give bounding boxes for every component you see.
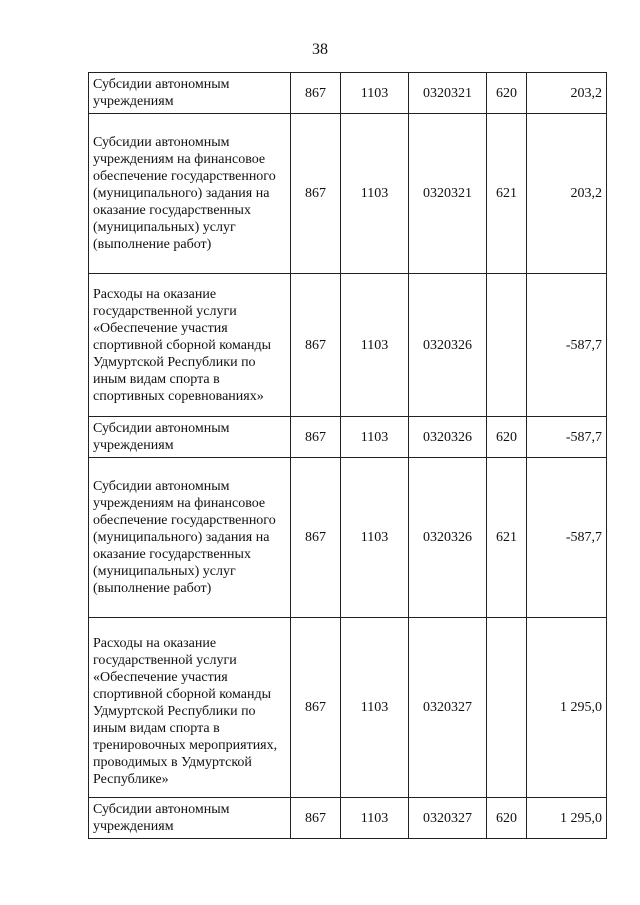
row-csr: 0320327	[409, 798, 487, 839]
row-csr: 0320321	[409, 114, 487, 274]
row-name: Расходы на оказание государственной услуги «Обеспечение участия спортивной сборной команды Удмуртской Республики по иным видам спорта в тренировочных мероприятиях, проводимых в Удмуртской Республике»	[89, 618, 291, 798]
row-name: Субсидии автономным учреждениям	[89, 73, 291, 114]
row-vr: 620	[487, 73, 527, 114]
row-name: Расходы на оказание государственной услуги «Обеспечение участия спортивной сборной команды Удмуртской Республики по иным видам спорта в спортивных соревнованиях»	[89, 274, 291, 417]
row-ved: 867	[291, 73, 341, 114]
row-vr	[487, 618, 527, 798]
row-name: Субсидии автономным учреждениям на финансовое обеспечение государственного (муниципального) задания на оказание государственных (муниципальных) услуг (выполнение работ)	[89, 458, 291, 618]
table-row	[89, 798, 607, 839]
row-rz-pr: 1103	[341, 458, 409, 618]
table-row	[89, 274, 607, 417]
table-row	[89, 458, 607, 618]
row-rz-pr: 1103	[341, 417, 409, 458]
table-row	[89, 114, 607, 274]
row-rz-pr: 1103	[341, 114, 409, 274]
row-ved: 867	[291, 114, 341, 274]
row-csr: 0320326	[409, 274, 487, 417]
row-name: Субсидии автономным учреждениям на финансовое обеспечение государственного (муниципального) задания на оказание государственных (муниципальных) услуг (выполнение работ)	[89, 114, 291, 274]
row-ved: 867	[291, 618, 341, 798]
row-sum: 203,2	[527, 114, 607, 274]
row-sum: -587,7	[527, 458, 607, 618]
row-ved: 867	[291, 458, 341, 618]
row-csr: 0320326	[409, 458, 487, 618]
page-number: 38	[312, 41, 328, 58]
row-sum: 1 295,0	[527, 618, 607, 798]
row-csr: 0320326	[409, 417, 487, 458]
row-csr: 0320321	[409, 73, 487, 114]
row-vr: 621	[487, 458, 527, 618]
row-name: Субсидии автономным учреждениям	[89, 798, 291, 839]
row-rz-pr: 1103	[341, 798, 409, 839]
row-vr: 621	[487, 114, 527, 274]
row-vr: 620	[487, 798, 527, 839]
budget-table	[88, 72, 607, 839]
table-row	[89, 73, 607, 114]
row-vr	[487, 274, 527, 417]
row-sum: -587,7	[527, 417, 607, 458]
row-ved: 867	[291, 417, 341, 458]
row-rz-pr: 1103	[341, 274, 409, 417]
row-ved: 867	[291, 274, 341, 417]
row-rz-pr: 1103	[341, 73, 409, 114]
table-row	[89, 417, 607, 458]
row-csr: 0320327	[409, 618, 487, 798]
row-rz-pr: 1103	[341, 618, 409, 798]
row-vr: 620	[487, 417, 527, 458]
row-sum: -587,7	[527, 274, 607, 417]
row-sum: 1 295,0	[527, 798, 607, 839]
table-row	[89, 618, 607, 798]
row-ved: 867	[291, 798, 341, 839]
row-name: Субсидии автономным учреждениям	[89, 417, 291, 458]
row-sum: 203,2	[527, 73, 607, 114]
